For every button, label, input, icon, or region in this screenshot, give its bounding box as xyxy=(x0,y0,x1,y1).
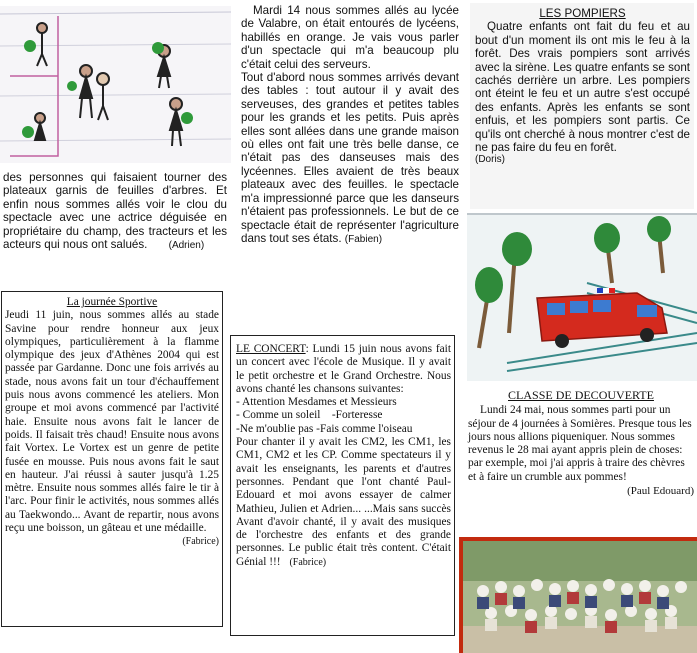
col2-p1: Mardi 14 nous sommes allés au lycée de Valabre, on était entourés de lycéens, habillés en orange. Je vais vous parler d'un spectacle qui m'a beaucoup plu c'était celui des serveurs. xyxy=(241,4,459,71)
col2-article xyxy=(241,4,459,246)
col1-article xyxy=(3,171,227,252)
decouverte-text: Lundi 24 mai, nous sommes parti pour un séjour de 4 journées à Somières. Presque tous les jours nous allions piqueniquer. Nous sommes revenus le 28 mai ayant appris plein de choses: par exemple, moi j'ai appris à traire des chèvres et à faire un crumble aux pommes! xyxy=(468,404,692,483)
song-item: - Attention Mesdames et Messieurs xyxy=(236,396,397,409)
col2-p2-text: Tout d'abord nous sommes arrivés devant des tables : tout autour il y avait des serveuses, des grandes et petites tables pour les grands et les petits. Puis après elles sont allées dans une grande maison où elles ont fait une très belle danse, ce n'était pas des danseuses mais des lycéennes. Elles avaient de très beaux plateaux avec des feuilles. le spectacle m'a impressionné parce que les danseurs n'étaient pas professionnels. Le but de ce spectacle était de représenter l'agriculture dans tout ses états. xyxy=(241,71,459,245)
concert-intro-line xyxy=(236,343,451,396)
group-photo-image xyxy=(463,541,697,653)
col2-author: (Fabien) xyxy=(344,233,383,245)
children-drawing-image xyxy=(0,6,231,163)
concert-article xyxy=(230,335,455,636)
decouverte-author: (Paul Edouard) xyxy=(627,485,694,498)
sport-author: (Fabrice) xyxy=(182,536,219,548)
firetruck-drawing xyxy=(467,213,697,381)
sport-title: La journée Sportive xyxy=(66,296,158,308)
concert-title: LE CONCERT xyxy=(236,343,306,355)
pompiers-text: Quatre enfants ont fait du feu et au bout d'un moment ils ont mis le feu à la forêt. Des vrais pompiers sont arrivés avec la sirène. Les quatre enfants se sont cachés derrière un arbre. Les pompiers ont éteint le feu et un autre s'est occupé des enfants. Après les enfants se sont enfuis, et les pompiers sont partis. Ce qu'ils ont cherché à nous montrer c'est de ne pas faire du feu en forêt. xyxy=(475,20,690,155)
song-list xyxy=(236,396,451,436)
pompiers-article xyxy=(470,3,694,209)
decouverte-article xyxy=(468,389,694,498)
col2-p2 xyxy=(241,71,459,246)
concert-body xyxy=(236,436,451,569)
children-drawing xyxy=(0,6,231,163)
firetruck-drawing-image xyxy=(467,213,697,381)
concert-author: (Fabrice) xyxy=(289,556,327,568)
col1-author: (Adrien) xyxy=(168,240,205,252)
song-item: -Ne m'oublie pas -Fais comme l'oiseau xyxy=(236,422,413,435)
col1-text: des personnes qui faisaient tourner des plateaux garnis de feuilles d'arbres. Et enfin nous sommes allés voir le clou du spectacle avec une actrice déguisée en propriétaire du champ, des tracteurs et les acteurs qui nous ont salués. xyxy=(3,171,227,252)
sport-article xyxy=(1,291,223,627)
concert-body-text: Pour chanter il y avait les CM2, les CM1, les CM1, CM2 et les CP. Comme spectateurs il y avait les enseignants, les parents et d'autres personnes. Pendant que l'ont chanté Paul-Edouard et moi avons essayer de calmer Mathieu, Julien et Adrien... ...Mais sans succès Avant d'avoir chanté, il y avait des musiques de l'orchestre des enfants et des grande personnes. Le public était très content. C'était Génial !!! xyxy=(236,436,451,568)
group-photo xyxy=(459,537,697,653)
decouverte-title: CLASSE DE DECOUVERTE xyxy=(508,388,654,402)
pompiers-author: (Doris) xyxy=(475,154,505,166)
pompiers-title: LES POMPIERS xyxy=(539,7,626,20)
concert-intro: : Lundi 15 juin nous avons fait un concert avec l'école de Musique. Il y avait le petit orchestre et le Grand Orchestre. Nous avons chanté les chansons suivantes: xyxy=(236,343,452,395)
sport-text: Jeudi 11 juin, nous sommes allés au stade Savine pour rendre honneur aux jeux olympiques, particulièrement à la flamme olympique des jeux d'Athènes 2004 qui est passée par Gardanne. Donc une fois arrivés au stade, nous avons fait un tour d'échauffement puis nous avons commencé les ateliers. Mon groupe et moi avons commencé par l'activité haie. Ensuite nous avons fait le lancer de poids. Il faisait très chaud! Ensuite nous avons fait Vortex. Le Vortex est un genre de petite fusée en mousse. Puis nous avons fait le saut en hauteur. J'ai réussi à sauter jusqu'à 1.25 mètre. Ensuite nous sommes allés faire le tir à l'arc. Pour finir le activités, nous sommes allés au Taekwondo... Avant de repartir, nous avons reçu une boisson, un gâteau et une médaille. xyxy=(5,309,219,535)
song-item: - Comme un soleil -Forteresse xyxy=(236,409,383,422)
